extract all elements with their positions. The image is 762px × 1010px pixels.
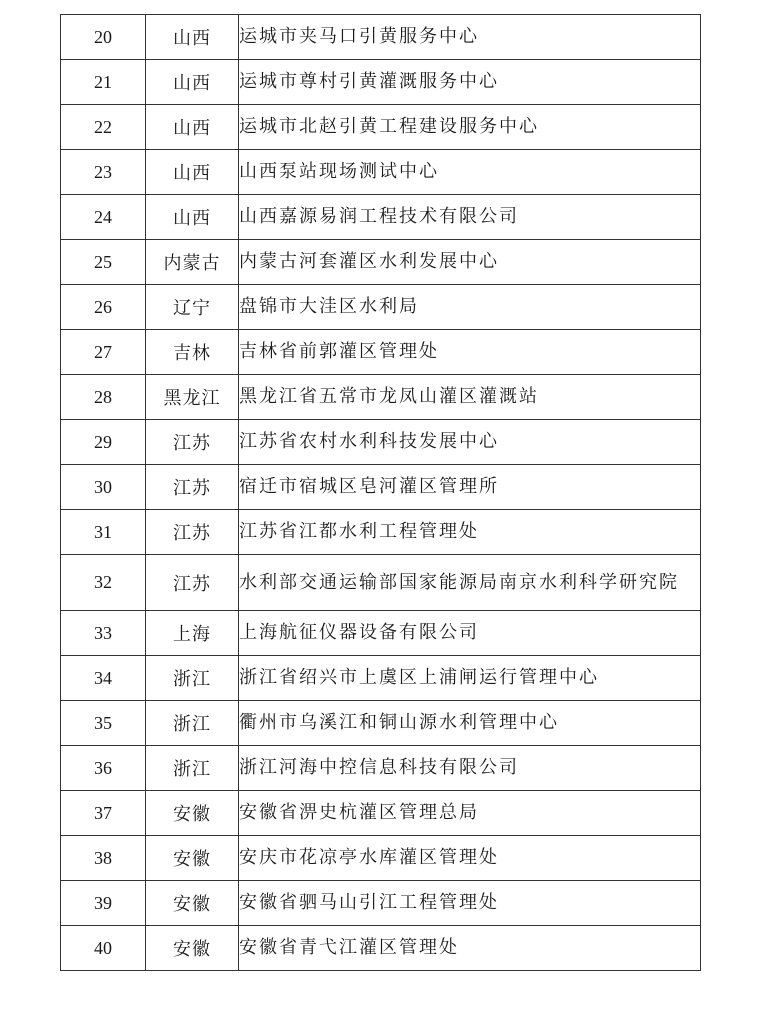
row-organization: 水利部交通运输部国家能源局南京水利科学研究院 (239, 555, 701, 611)
row-organization: 安庆市花凉亭水库灌区管理处 (239, 836, 701, 881)
table-row (61, 60, 701, 105)
table-row (61, 240, 701, 285)
row-organization: 衢州市乌溪江和铜山源水利管理中心 (239, 701, 701, 746)
row-province: 吉林 (146, 330, 239, 375)
row-province: 安徽 (146, 926, 239, 971)
table-row (61, 701, 701, 746)
row-province: 山西 (146, 105, 239, 150)
table-row (61, 746, 701, 791)
row-province: 安徽 (146, 881, 239, 926)
table-row (61, 611, 701, 656)
row-organization: 山西泵站现场测试中心 (239, 150, 701, 195)
row-number: 24 (61, 195, 146, 240)
row-organization: 江苏省农村水利科技发展中心 (239, 420, 701, 465)
row-organization: 浙江省绍兴市上虞区上浦闸运行管理中心 (239, 656, 701, 701)
row-organization: 盘锦市大洼区水利局 (239, 285, 701, 330)
row-organization: 浙江河海中控信息科技有限公司 (239, 746, 701, 791)
table-row (61, 465, 701, 510)
table-row (61, 195, 701, 240)
row-number: 39 (61, 881, 146, 926)
row-organization: 运城市夹马口引黄服务中心 (239, 15, 701, 60)
table-row (61, 285, 701, 330)
table-row (61, 375, 701, 420)
table-row (61, 330, 701, 375)
table-row (61, 926, 701, 971)
row-province: 江苏 (146, 465, 239, 510)
row-number: 33 (61, 611, 146, 656)
row-province: 辽宁 (146, 285, 239, 330)
row-province: 山西 (146, 15, 239, 60)
row-province: 浙江 (146, 701, 239, 746)
row-organization: 安徽省青弋江灌区管理处 (239, 926, 701, 971)
row-number: 40 (61, 926, 146, 971)
table-row (61, 836, 701, 881)
row-province: 浙江 (146, 656, 239, 701)
row-organization: 上海航征仪器设备有限公司 (239, 611, 701, 656)
row-number: 32 (61, 555, 146, 611)
row-number: 36 (61, 746, 146, 791)
row-number: 30 (61, 465, 146, 510)
row-province: 安徽 (146, 836, 239, 881)
row-organization: 山西嘉源易润工程技术有限公司 (239, 195, 701, 240)
row-number: 37 (61, 791, 146, 836)
row-number: 29 (61, 420, 146, 465)
row-number: 22 (61, 105, 146, 150)
row-organization: 运城市北赵引黄工程建设服务中心 (239, 105, 701, 150)
table-row (61, 150, 701, 195)
table-row (61, 420, 701, 465)
row-province: 江苏 (146, 510, 239, 555)
row-organization: 安徽省驷马山引江工程管理处 (239, 881, 701, 926)
row-province: 江苏 (146, 555, 239, 611)
row-number: 26 (61, 285, 146, 330)
table-row (61, 791, 701, 836)
row-province: 浙江 (146, 746, 239, 791)
row-number: 25 (61, 240, 146, 285)
row-province: 山西 (146, 60, 239, 105)
table-row (61, 105, 701, 150)
row-number: 23 (61, 150, 146, 195)
row-organization: 宿迁市宿城区皂河灌区管理所 (239, 465, 701, 510)
row-number: 31 (61, 510, 146, 555)
row-province: 内蒙古 (146, 240, 239, 285)
table-row (61, 656, 701, 701)
table-row (61, 510, 701, 555)
row-number: 38 (61, 836, 146, 881)
row-province: 山西 (146, 150, 239, 195)
row-number: 34 (61, 656, 146, 701)
row-number: 27 (61, 330, 146, 375)
table-row (61, 555, 701, 611)
row-province: 黑龙江 (146, 375, 239, 420)
row-organization: 江苏省江都水利工程管理处 (239, 510, 701, 555)
row-province: 安徽 (146, 791, 239, 836)
row-number: 28 (61, 375, 146, 420)
row-number: 20 (61, 15, 146, 60)
table-row (61, 15, 701, 60)
row-organization: 吉林省前郭灌区管理处 (239, 330, 701, 375)
row-organization: 内蒙古河套灌区水利发展中心 (239, 240, 701, 285)
unit-list-table (60, 14, 701, 971)
row-number: 35 (61, 701, 146, 746)
row-organization: 安徽省淠史杭灌区管理总局 (239, 791, 701, 836)
row-organization: 运城市尊村引黄灌溉服务中心 (239, 60, 701, 105)
row-organization: 黑龙江省五常市龙凤山灌区灌溉站 (239, 375, 701, 420)
row-province: 山西 (146, 195, 239, 240)
row-province: 上海 (146, 611, 239, 656)
table-row (61, 881, 701, 926)
row-province: 江苏 (146, 420, 239, 465)
row-number: 21 (61, 60, 146, 105)
